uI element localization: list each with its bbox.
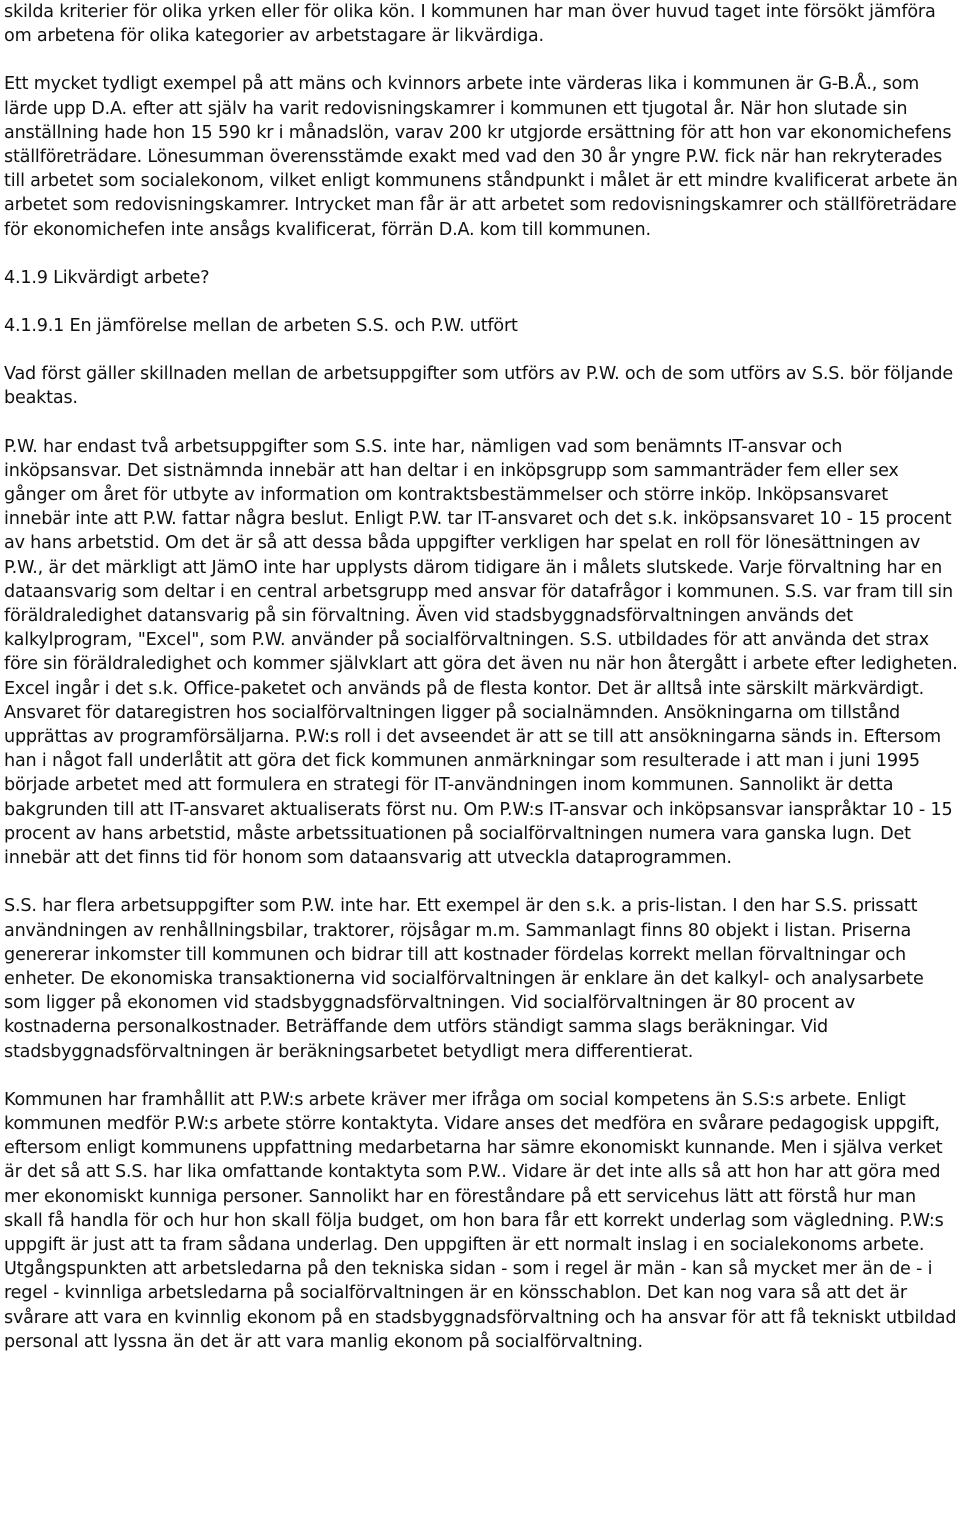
section-heading: 4.1.9 Likvärdigt arbete?	[4, 267, 210, 288]
document-page	[4, 0, 958, 1378]
paragraph-intro: skilda kriterier för olika yrken eller för olika kön. I kommunen har man över huvud taget inte försökt jämföra om arbetena för olika kategorier av arbetstagare är likvärdiga.	[4, 2, 936, 47]
paragraph-social-competence: Kommunen har framhållit att P.W:s arbete kräver mer ifråga om social kompetens än S.S:s arbete. Enligt kommunen medför P.W:s arbete större kontaktyta. Vidare anses det medföra en svårare pedagogisk uppgift, eftersom enligt kommunens uppfattning medarbetarna har sämre ekonomiskt kunnande. Men i själva verket är det så att S.S. har lika omfattande kontaktyta som P.W.. Vidare är det inte alls så att hon har att göra med mer ekonomiskt kunniga personer. Sannolikt har en föreståndare på ett servicehus lätt att förstå hur man skall få handla för och hur hon skall följa budget, om hon bara får ett korrekt underlag som vägledning. P.W:s uppgift är just att ta fram sådana underlag. Den uppgiften är ett normalt inslag i en socialekonoms arbete. Utgångspunkten att arbetsledarna på den tekniska sidan - som i regel är män - kan så mycket mer än de - i regel - kvinnliga arbetsledarna på socialförvaltningen är en könsschablon. Det kan nog vara så att det är svårare att vara en kvinnlig ekonom på en stadsbyggnadsförvaltning och ha ansvar för att få tekniskt utbildad personal att lyssna än det är att vara manlig ekonom på socialförvaltning.	[4, 1089, 957, 1352]
paragraph-pw-tasks: P.W. har endast två arbetsuppgifter som S.S. inte har, nämligen vad som benämnts IT-ansvar och inköpsansvar. Det sistnämnda innebär att han deltar i en inköpsgrupp som sammanträder fem eller sex gånger om året för utbyte av information om kontraktsbestämmelser och större inköp. Inköpsansvaret innebär inte att P.W. fattar några beslut. Enligt P.W. tar IT-ansvaret och det s.k. inköpsansvaret 10 - 15 procent av hans arbetstid. Om det är så att dessa båda uppgifter verkligen har spelat en roll för lönesättningen av P.W., är det märkligt att JämO inte har upplysts därom tidigare än i målets slutskede. Varje förvaltning har en dataansvarig som deltar i en central arbetsgrupp med ansvar för datafrågor i kommunen. S.S. var fram till sin föräldraledighet datansvarig på sin förvaltning. Även vid stadsbyggnadsförvaltningen används det kalkylprogram, "Excel", som P.W. använder på socialförvaltningen. S.S. utbildades för att använda det strax före sin föräldraledighet och kommer självklart att göra det även nu när hon återgått i arbete efter ledigheten. Excel ingår i det s.k. Office-paketet och används på de flesta kontor. Det är alltså inte särskilt märkvärdigt. Ansvaret för dataregistren hos socialförvaltningen ligger på socialnämnden. Ansökningarna om tillstånd upprättas av programförsäljarna. P.W:s roll i det avseendet är att se till att ansökningarna sänds in. Eftersom han i något fall underlåtit att göra det fick kommunen anmärkningar som resulterade i att man i juni 1995 började arbetet med att formulera en strategi för IT-användningen inom kommunen. Sannolikt är detta bakgrunden till att IT-ansvaret aktualiserats först nu. Om P.W:s IT-ansvar och inköpsansvar ianspråktar 10 - 15 procent av hans arbetstid, måste arbetssituationen på socialförvaltningen numera vara ganska lugn. Det innebär att det finns tid för honom som dataansvarig att utveckla dataprogrammen.	[4, 436, 958, 869]
paragraph-ss-tasks: S.S. har flera arbetsuppgifter som P.W. inte har. Ett exempel är den s.k. a pris-listan. I den har S.S. prissatt användningen av renhållningsbilar, traktorer, röjsågar m.m. Sammanlagt finns 80 objekt i listan. Priserna genererar inkomster till kommunen och bidrar till att kostnader fördelas korrekt mellan förvaltningar och enheter. De ekonomiska transaktionerna vid socialförvaltningen är enklare än det kalkyl- och analysarbete som ligger på ekonomen vid stadsbyggnadsförvaltningen. Vid socialförvaltningen är 80 procent av kostnaderna personalkostnader. Beträffande dem utförs ständigt samma slags beräkningar. Vid stadsbyggnadsförvaltningen är beräkningsarbetet betydligt mera differentierat.	[4, 896, 924, 1062]
subsection-heading: 4.1.9.1 En jämförelse mellan de arbeten S.S. och P.W. utfört	[4, 316, 518, 337]
paragraph-example: Ett mycket tydligt exempel på att mäns och kvinnors arbete inte värderas lika i kommunen är G-B.Å., som lärde upp D.A. efter att själv ha varit redovisningskamrer i kommunen ett tjugotal år. När hon slutade sin anställning hade hon 15 590 kr i månadslön, varav 200 kr utgjorde ersättning för att hon var ekonomichefens ställföreträdare. Lönesumman överensstämde exakt med vad den 30 år yngre P.W. fick när han rekryterades till arbetet som socialekonom, vilket enligt kommunens ståndpunkt i målet är ett mindre kvalificerat arbete än arbetet som redovisningskamrer. Intrycket man får är att arbetet som redovisningskamrer och ställföreträdare för ekonomichefen inte ansågs kvalificerat, förrän D.A. kom till kommunen.	[4, 74, 958, 240]
paragraph-comparison-intro: Vad först gäller skillnaden mellan de arbetsuppgifter som utförs av P.W. och de som utförs av S.S. bör följande beaktas.	[4, 364, 954, 409]
